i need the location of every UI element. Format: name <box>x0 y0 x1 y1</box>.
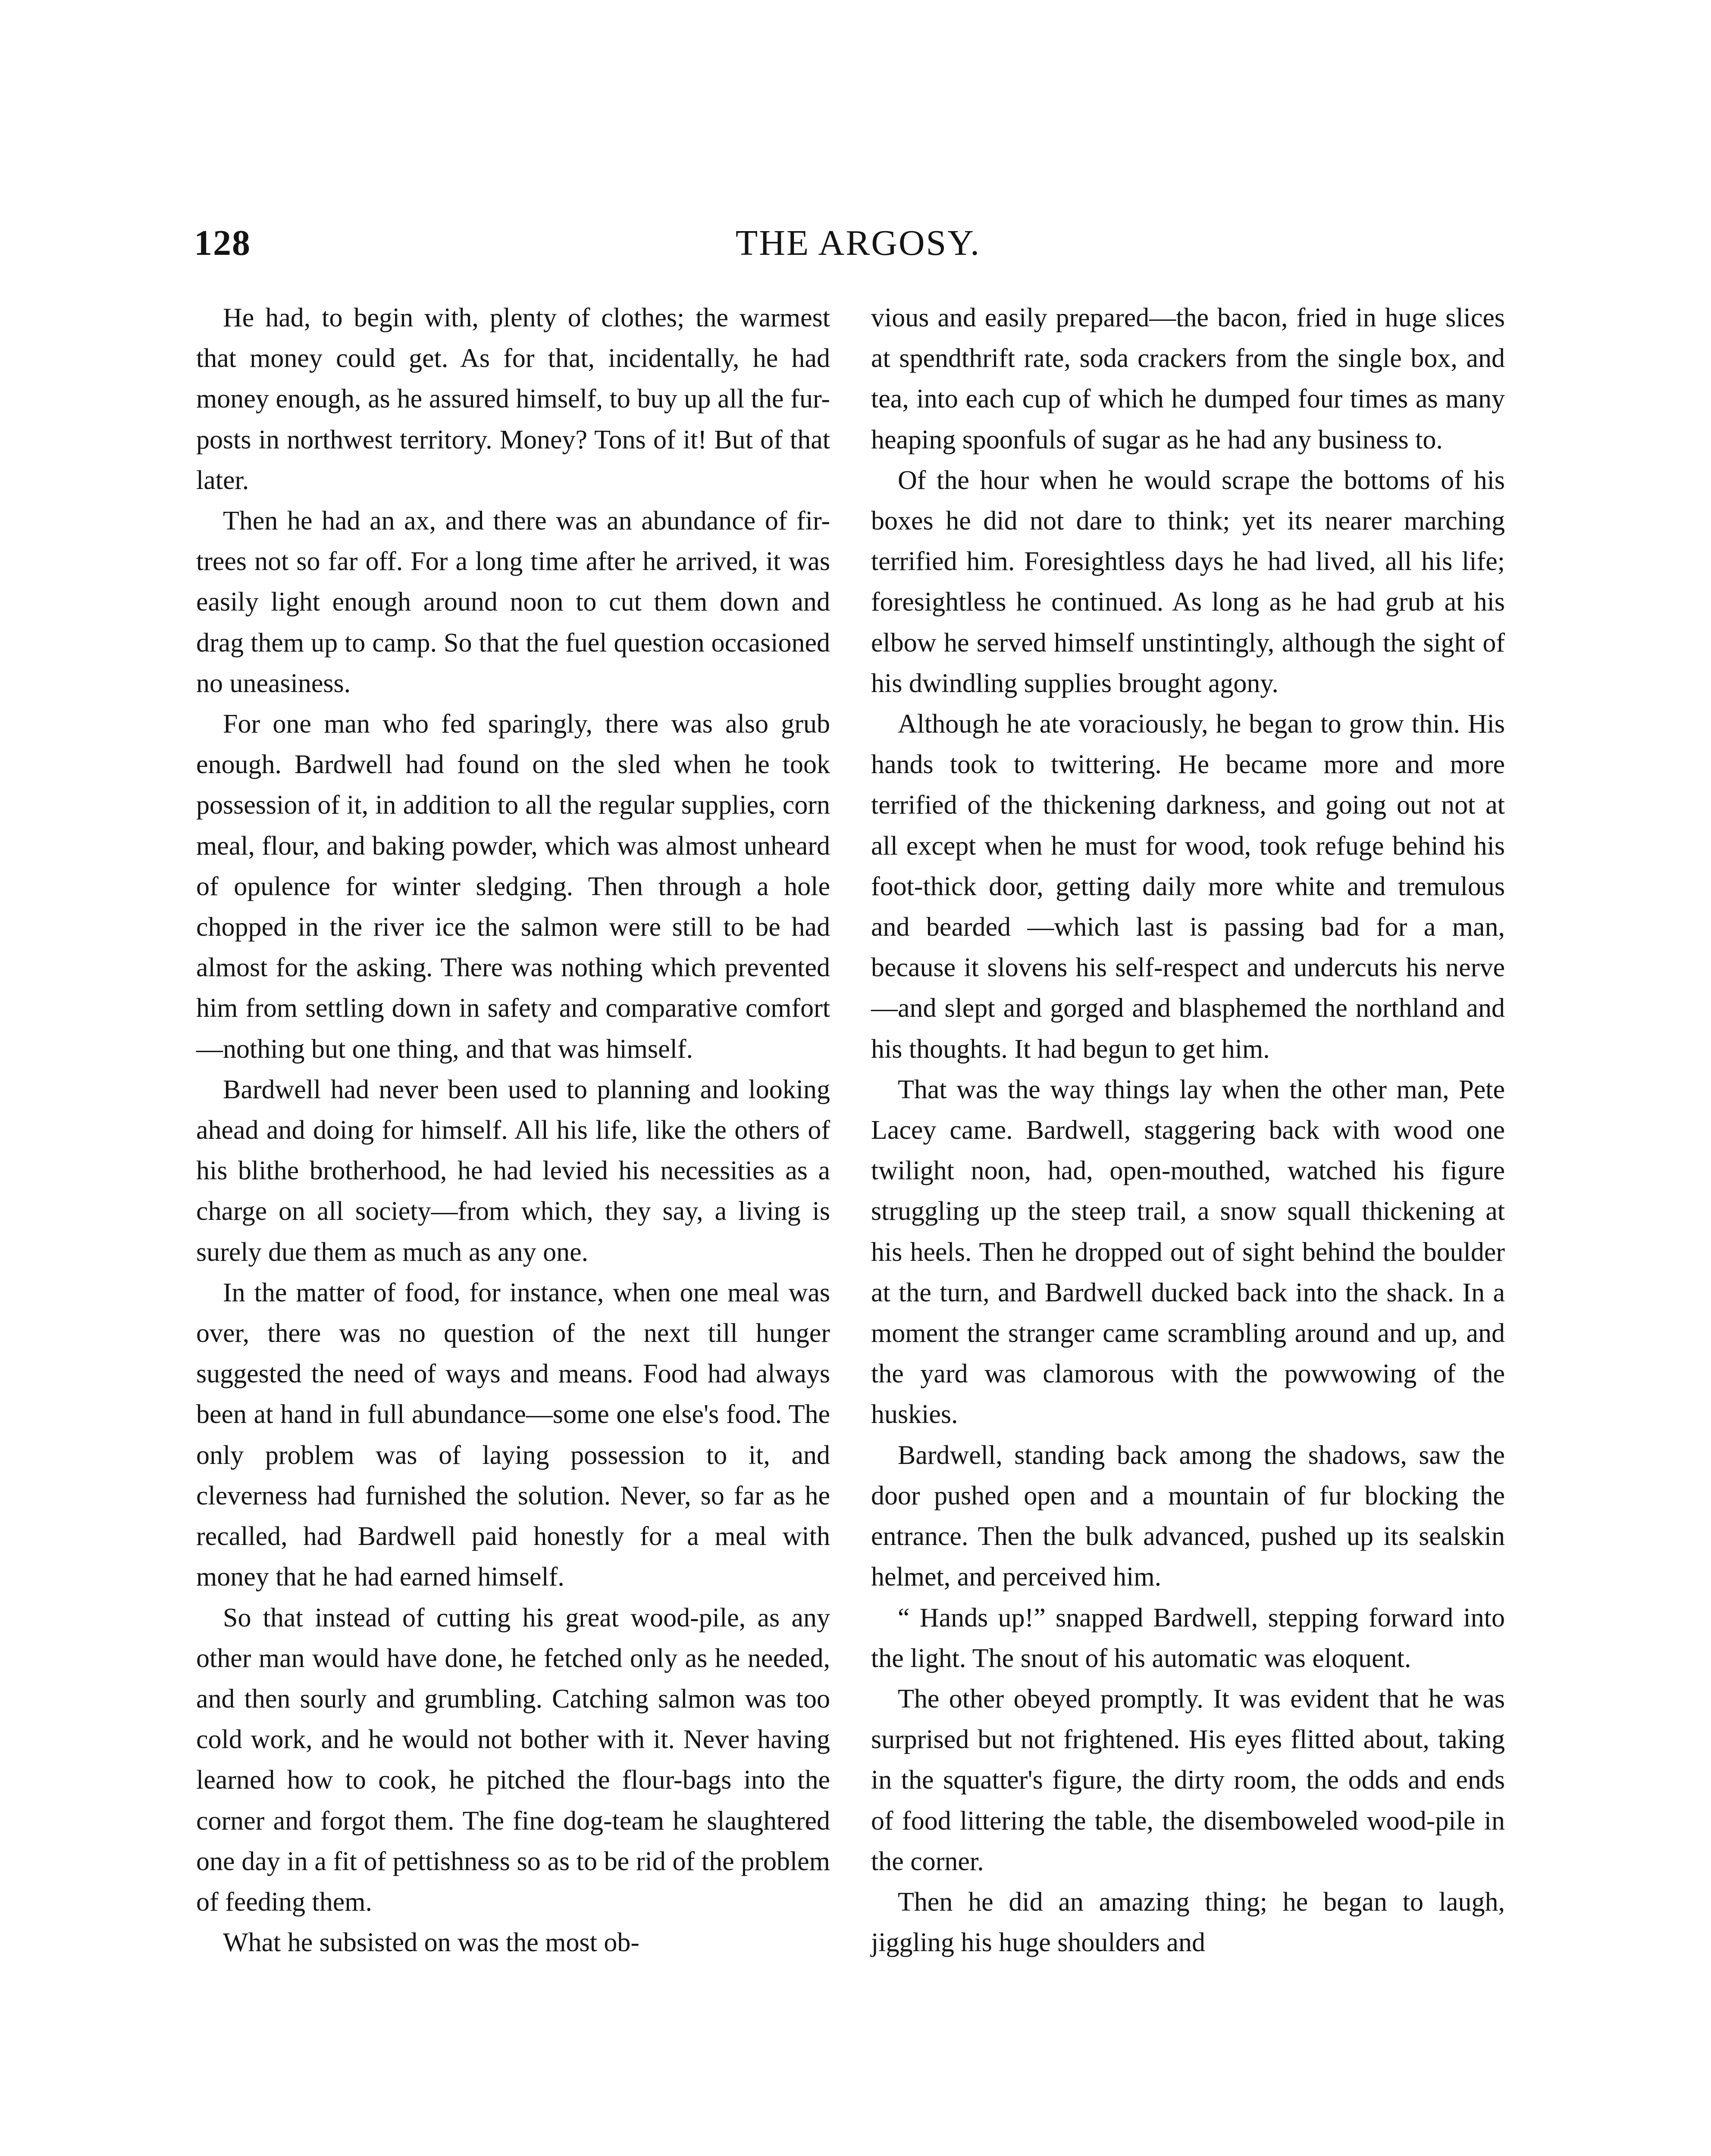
paragraph: What he subsisted on was the most ob- <box>223 1928 640 1958</box>
left-column <box>196 298 830 1963</box>
paragraph: Then he had an ax, and there was an abundance of fir-trees not so far off. For a long time after he arrived, it was easily light enough around noon to cut them down and drag them up to camp. So that the fuel question occasioned no uneasiness. <box>196 506 830 698</box>
paragraph: So that instead of cutting his great wood-pile, as any other man would have done, he fetched only as he needed, and then sourly and grumbling. Catching salmon was too cold work, and he would not bother with it. Never having learned how to cook, he pitched the flour-bags into the corner and forgot them. The fine dog-team he slaughtered one day in a fit of pettishness so as to be rid of the problem of feeding them. <box>196 1603 830 1917</box>
paragraph: He had, to begin with, plenty of clothes; the warmest that money could get. As for that, incidentally, he had money enough, as he assured himself, to buy up all the fur-posts in northwest territory. Money? Tons of it! But of that later. <box>196 303 830 495</box>
page-number: 128 <box>194 223 251 263</box>
paragraph: Of the hour when he would scrape the bottoms of his boxes he did not dare to think; yet its nearer marching terrified him. Foresightless days he had lived, all his life; foresightless he continued. As long as he had grub at his elbow he served himself unstintingly, although the sight of his dwindling supplies brought agony. <box>871 465 1505 698</box>
paragraph: vious and easily prepared—the bacon, fried in huge slices at spendthrift rate, soda crackers from the single box, and tea, into each cup of which he dumped four times as many heaping spoonfuls of sugar as he had any business to. <box>871 303 1505 454</box>
paragraph: Although he ate voraciously, he began to grow thin. His hands took to twittering. He became more and more terrified of the thickening darkness, and going out not at all except when he must for wood, took refuge behind his foot-thick door, getting daily more white and tremulous and bearded —which last is passing bad for a man, because it slovens his self-respect and undercuts his nerve—and slept and gorged and blasphemed the northland and his thoughts. It had begun to get him. <box>871 709 1505 1064</box>
paragraph: Bardwell, standing back among the shadows, saw the door pushed open and a mountain of fur blocking the entrance. Then the bulk advanced, pushed up its sealskin helmet, and perceived him. <box>871 1440 1505 1592</box>
right-column <box>871 298 1505 1963</box>
running-title: THE ARGOSY. <box>735 223 981 263</box>
paragraph: For one man who fed sparingly, there was also grub enough. Bardwell had found on the sled when he took possession of it, in addition to all the regular supplies, corn meal, flour, and baking powder, which was almost unheard of opulence for winter sledging. Then through a hole chopped in the river ice the salmon were still to be had almost for the asking. There was nothing which prevented him from settling down in safety and comparative comfort—nothing but one thing, and that was himself. <box>196 709 830 1064</box>
paragraph: “ Hands up!” snapped Bardwell, stepping forward into the light. The snout of his automatic was eloquent. <box>871 1603 1505 1673</box>
paragraph: In the matter of food, for instance, when one meal was over, there was no question of the next till hunger suggested the need of ways and means. Food had always been at hand in full abundance—some one else's food. The only problem was of laying possession to it, and cleverness had furnished the solution. Never, so far as he recalled, had Bardwell paid honestly for a meal with money that he had earned himself. <box>196 1278 830 1592</box>
paragraph: Then he did an amazing thing; he began to laugh, jiggling his huge shoulders and <box>871 1887 1505 1958</box>
paragraph: The other obeyed promptly. It was evident that he was surprised but not frightened. His eyes flitted about, taking in the squatter's figure, the dirty room, the odds and ends of food littering the table, the disemboweled wood-pile in the corner. <box>871 1684 1505 1876</box>
paragraph: That was the way things lay when the other man, Pete Lacey came. Bardwell, staggering back with wood one twilight noon, had, open-mouthed, watched his figure struggling up the steep trail, a snow squall thickening at his heels. Then he dropped out of sight behind the boulder at the turn, and Bardwell ducked back into the shack. In a moment the stranger came scrambling around and up, and the yard was clamorous with the powwowing of the huskies. <box>871 1075 1505 1429</box>
paragraph: Bardwell had never been used to planning and looking ahead and doing for himself. All his life, like the others of his blithe brotherhood, he had levied his necessities as a charge on all society—from which, they say, a living is surely due them as much as any one. <box>196 1075 830 1267</box>
page-header <box>194 222 1522 270</box>
